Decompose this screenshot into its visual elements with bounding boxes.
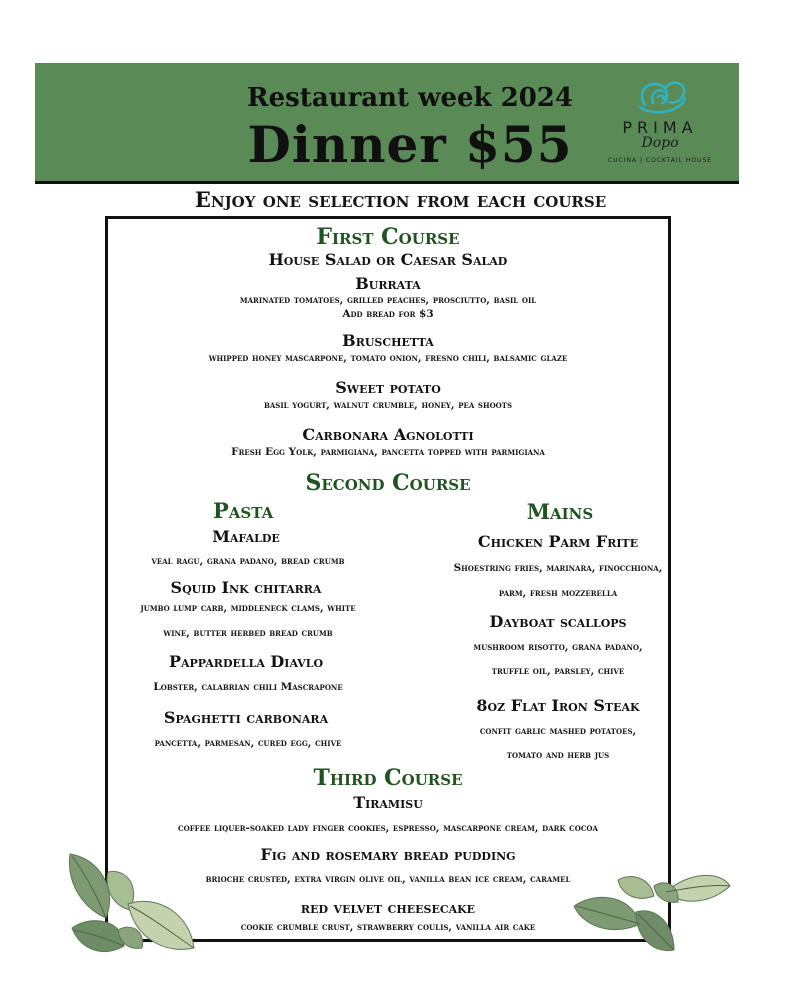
dish-name: Carbonara Agnolotti: [302, 425, 474, 444]
dish-description: brioche crusted, extra virgin olive oil, vanilla bean ice cream, caramel: [205, 873, 571, 885]
dish-description: mushroom risotto, grana padano,: [473, 641, 643, 653]
dish-name: Dayboat scallops: [489, 612, 627, 631]
dish-name: Mafalde: [212, 527, 280, 546]
menu-tagline: Enjoy one selection from each course: [194, 187, 607, 212]
dish-name: Sweet potato: [335, 378, 441, 397]
dish-description: veal ragu, grana padano, bread crumb: [151, 555, 345, 567]
second-course-heading: Second Course: [305, 470, 471, 496]
restaurant-logo: [590, 71, 730, 176]
banner-subtitle: Restaurant week 2024: [247, 83, 573, 113]
dish-name: Tiramisu: [353, 793, 423, 812]
logo-script: Dopo: [641, 135, 679, 151]
dish-name: House Salad or Caesar Salad: [268, 250, 508, 269]
dish-description: pancetta, parmesan, cured egg, chive: [154, 737, 342, 749]
dish-description: marinated tomatoes, grilled peaches, prosciutto, basil oil: [239, 294, 537, 306]
dish-description: parm, fresh mozzerella: [498, 587, 618, 599]
dish-name: Spaghetti carbonara: [163, 708, 329, 727]
dish-name: 8oz Flat Iron Steak: [476, 696, 640, 715]
dish-name: Burrata: [355, 274, 421, 293]
banner-title: Dinner $55: [247, 115, 573, 174]
dish-description: confit garlic mashed potatoes,: [479, 725, 637, 737]
dish-description: Shoestring fries, marinara, finocchiona,: [453, 562, 663, 574]
dish-name: Fig and rosemary bread pudding: [260, 845, 516, 864]
dish-description: coffee liquer-soaked lady finger cookies, espresso, mascarpone cream, dark cocoa: [178, 822, 598, 834]
dish-description: cookie crumble crust, strawberry coulis, vanilla air cake: [240, 921, 536, 933]
pasta-heading: Pasta: [213, 498, 274, 523]
third-course-heading: Third Course: [313, 765, 463, 791]
dish-description: Lobster, calabrian chili Mascrapone: [153, 681, 343, 693]
dish-name: Chicken Parm Frite: [477, 532, 639, 551]
dish-description: truffle oil, parsley, chive: [491, 665, 625, 677]
dish-description: jumbo lump carb, middleneck clams, white: [140, 602, 356, 614]
first-course-heading: First Course: [316, 224, 460, 250]
dish-note: Add bread for $3: [342, 308, 434, 320]
dish-description: tomato and herb jus: [506, 749, 610, 761]
dish-name: red velvet cheesecake: [300, 898, 476, 917]
mains-heading: Mains: [526, 499, 594, 524]
dish-description: Fresh Egg Yolk, parmigiana, pancetta topped with parmigiana: [231, 446, 545, 458]
leaves-left-icon: [58, 848, 203, 966]
dish-description: whipped honey mascarpone, tomato onion, fresno chili, balsamic glaze: [208, 352, 568, 364]
dish-name: Pappardella Diavlo: [168, 652, 324, 671]
logo-name: PRIMA: [622, 118, 698, 137]
dish-description: wine, butter herbed bread crumb: [163, 627, 333, 639]
logo-tagline: CUCINA | COCKTAIL HOUSE: [607, 157, 713, 164]
header-banner: [35, 63, 739, 184]
dish-name: Squid Ink chitarra: [170, 578, 322, 597]
dish-name: Bruschetta: [342, 331, 434, 350]
dish-description: basil yogurt, walnut crumble, honey, pea shoots: [263, 399, 513, 411]
leaves-right-icon: [570, 866, 732, 976]
rose-logo-icon: [590, 73, 730, 119]
